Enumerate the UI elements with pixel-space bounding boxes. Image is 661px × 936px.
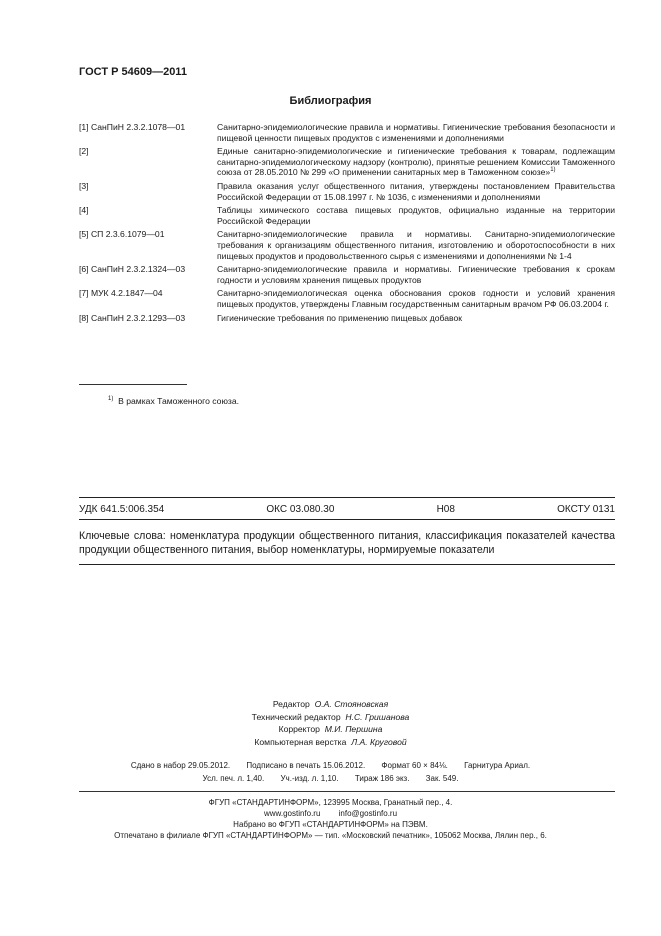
bibliography-item [79, 313, 615, 324]
footnote-text: В рамках Таможенного союза. [118, 396, 239, 406]
bibliography-text: Санитарно-эпидемиологические правила и нормативы. Гигиенические требования безопасности и пищевой ценности пищевых продуктов с изменениями и дополнениями [217, 122, 615, 143]
publisher-rule [79, 791, 615, 792]
h-code: Н08 [436, 504, 455, 515]
bibliography-text: Санитарно-эпидемиологические правила и нормативы. Гигиенические требования к срокам годности и условиям хранения пищевых продуктов [217, 264, 615, 285]
print-line-2: Усл. печ. л. 1,40. Уч.-изд. л. 1,10. Тираж 186 экз. Зак. 549. [202, 774, 459, 783]
bibliography-code: [6] СанПиН 2.3.2.1324—03 [79, 264, 186, 275]
bibliography-code: [5] СП 2.3.6.1079—01 [79, 229, 165, 240]
publisher-address: ФГУП «СТАНДАРТИНФОРМ», 123995 Москва, Гранатный пер., 4. [208, 798, 453, 807]
bibliography-text: Гигиенические требования по применению пищевых добавок [217, 312, 463, 323]
bibliography-text: Санитарно-эпидемиологическая оценка обоснования сроков годности и условий хранения пищевых продуктов, утверждены Главным государственным санитарным врачом РФ 06.03.2004 г. [217, 288, 615, 309]
printed-note: Отпечатано в филиале ФГУП «СТАНДАРТИНФОРМ» — тип. «Московский печатник», 105062 Москва, Лялин пер., 6. [114, 831, 547, 840]
publisher-email[interactable]: info@gostinfo.ru [338, 809, 398, 818]
oks-code: ОКС 03.080.30 [266, 504, 335, 515]
classification-top-rule [79, 497, 615, 498]
staff-name: Н.С. Гришанова [345, 711, 410, 722]
bibliography-item [79, 205, 615, 226]
staff-line: Технический редактор Н.С. Гришанова [251, 711, 410, 722]
publisher-website[interactable]: www.gostinfo.ru [263, 809, 321, 818]
bibliography-text: Правила оказания услуг общественного питания, утверждены постановлением Правительства Российской Федерации от 15.08.1997 г. № 1036, с изменениями и дополнениями [217, 180, 615, 202]
bibliography-item [79, 181, 615, 202]
standard-number: ГОСТ Р 54609—2011 [79, 66, 187, 78]
staff-line: Компьютерная верстка Л.А. Круговой [254, 736, 407, 747]
footnote-mark: 1) [108, 396, 114, 402]
bibliography-code: [4] [79, 205, 89, 216]
bibliography-code: [8] СанПиН 2.3.2.1293—03 [79, 312, 186, 323]
footnote [108, 396, 239, 406]
bibliography-item [79, 288, 615, 309]
staff-name: О.А. Стояновская [314, 699, 389, 709]
staff-line: Редактор О.А. Стояновская [272, 699, 389, 709]
udk-code: УДК 641.5:006.354 [79, 504, 165, 515]
bibliography-text: Санитарно-эпидемиологические правила и нормативы. Санитарно-эпидемиологические требования к организациям общественного питания, изготовлению и оборотоспособности в них пищевых продуктов и продовольственного сырья с изменениями и дополнениями № 1-4 [217, 229, 615, 261]
print-line-1: Сдано в набор 29.05.2012. Подписано в печать 15.06.2012. Формат 60 × 84⅛. Гарнитура Ариал. [130, 761, 531, 770]
staff-line: Корректор М.И. Першина [278, 724, 383, 735]
keywords: Ключевые слова: номенклатура продукции общественного питания, классификация показателей качества продукции общественного питания, выбор номенклатуры, нормируемые показатели [79, 530, 615, 556]
classification-codes [79, 504, 615, 515]
print-details [0, 759, 661, 785]
bibliography-code: [1] СанПиН 2.3.2.1078—01 [79, 122, 186, 132]
publisher-info [0, 797, 661, 841]
bibliography-text: Единые санитарно-эпидемиологические и гигиенические требования к товарам, подлежащим санитарно-эпидемиологическому надзору (контролю), принятые решением Комиссии Таможенного союза от 28.05.2010 № 299 «О применении санитарных мер в Таможенном союзе» [217, 146, 615, 178]
bibliography-title: Библиография [289, 95, 372, 107]
staff-name: М.И. Першина [324, 724, 383, 735]
bibliography-item [79, 122, 615, 143]
bibliography-item [79, 264, 615, 285]
footnote-ref: 1) [550, 167, 556, 174]
typeset-note: Набрано во ФГУП «СТАНДАРТИНФОРМ» на ПЭВМ. [233, 820, 428, 829]
keywords-bottom-rule [79, 564, 615, 565]
bibliography-text: Таблицы химического состава пищевых продуктов, официально изданные на территории Российской Федерации [217, 205, 615, 226]
bibliography-item [79, 146, 615, 178]
footnote-divider [79, 384, 187, 385]
bibliography-code: [3] [79, 180, 89, 191]
bibliography-item [79, 229, 615, 261]
publisher-contacts [0, 808, 661, 819]
okstu-code: ОКСТУ 0131 [557, 504, 615, 515]
editorial-staff [0, 698, 661, 748]
staff-name: Л.А. Круговой [351, 736, 407, 747]
classification-mid-rule [79, 519, 615, 520]
bibliography-code: [7] МУК 4.2.1847—04 [79, 288, 163, 299]
bibliography-code: [2] [79, 146, 89, 157]
bibliography-list [79, 122, 615, 326]
